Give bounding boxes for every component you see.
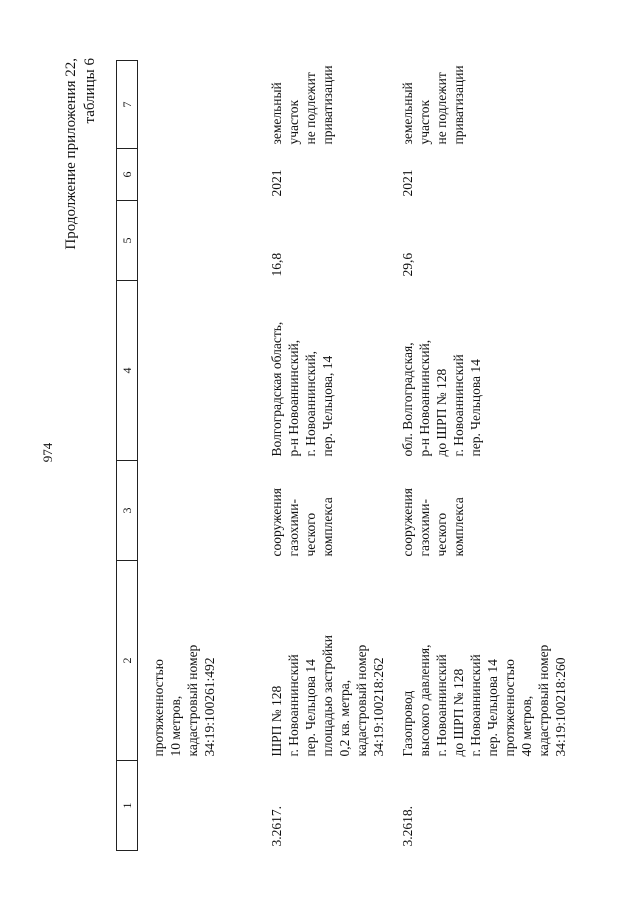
cell-address: Волгоградская область, р-н Новоаннинский, г. Новоаннинский, пер. Чельцова, 14 (269, 321, 335, 457)
cell-value: 29,6 (400, 252, 415, 277)
caption-line-2: таблицы 6 (82, 58, 98, 124)
cell-year: 2021 (400, 169, 415, 197)
appendix-caption (62, 58, 100, 250)
cell-name: ШРП № 128 г. Новоаннинский пер. Чельцова 14 площадью застройки 0,2 кв. метра, кадастровый номер 34:19:100218:262 (269, 635, 386, 757)
cell-empty (138, 149, 261, 201)
cell-name: Газопровод высокого давления, г. Новоаннинский до ШРП № 128 г. Новоаннинский пер. Чельцова 14 протяженностью 40 метров, кадастровый номер 34:19:100218:260 (400, 644, 568, 757)
header-row (117, 61, 138, 851)
cell-note: земельный участок не подлежит приватизации (400, 65, 466, 145)
caption-line-1: Продолжение приложения 22, (63, 58, 79, 250)
header-col-2: 2 (117, 561, 138, 761)
header-col-7: 7 (117, 61, 138, 149)
header-col-3: 3 (117, 461, 138, 561)
table-row (387, 61, 569, 851)
cell-empty (138, 761, 261, 851)
table-row (260, 61, 387, 851)
header-col-4: 4 (117, 281, 138, 461)
cell-empty (138, 281, 261, 461)
cell-address: обл. Волгоградская, р-н Новоаннинский, до ШРП № 128 г. Новоаннинский пер. Чельцова 14 (400, 339, 483, 457)
property-table (116, 60, 569, 851)
header-col-1: 1 (117, 761, 138, 851)
cell-number: 3.2617. (269, 806, 284, 847)
cell-purpose: сооружения газохими- ческого комплекса (400, 488, 466, 557)
cell-number: 3.2618. (400, 806, 415, 847)
cell-note: земельный участок не подлежит приватизации (269, 65, 335, 145)
page-number: 974 (40, 442, 55, 463)
header-col-5: 5 (117, 201, 138, 281)
header-col-6: 6 (117, 149, 138, 201)
table-row-continuation (138, 61, 261, 851)
cell-empty (138, 461, 261, 561)
cell-value: 16,8 (269, 252, 284, 277)
cell-name-continuation: протяженностью 10 метров, кадастровый номер 34:19:100261:492 (151, 644, 217, 757)
cell-purpose: сооружения газохими- ческого комплекса (269, 488, 335, 557)
cell-year: 2021 (269, 169, 284, 197)
cell-empty (138, 201, 261, 281)
cell-empty (138, 61, 261, 149)
